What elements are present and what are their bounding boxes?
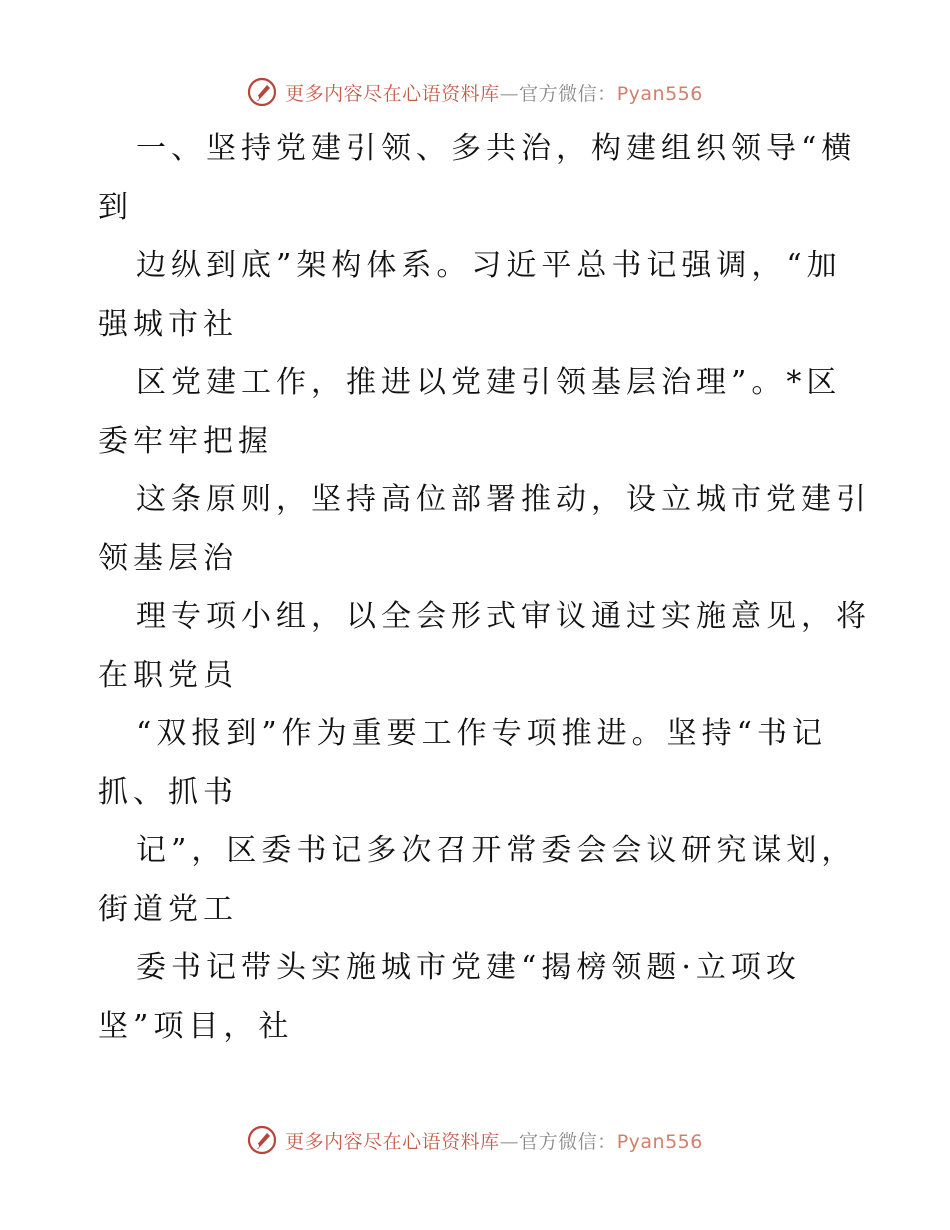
text-line: 边纵到底”架构体系。习近平总书记强调，“加: [136, 248, 842, 283]
text-line: “双报到”作为重要工作专项推进。坚持“书记: [136, 716, 828, 751]
quill-logo-icon: [247, 77, 277, 107]
document-body: [98, 120, 871, 1056]
text-line: 一、坚持党建引领、多共治，构建组织领导“横: [136, 131, 857, 166]
footer-wechat-label: 官方微信：: [519, 1130, 617, 1153]
footer-separator: —: [499, 1130, 520, 1153]
text-line: 抓、抓书: [98, 774, 238, 810]
text-line: 委牢牢把握: [98, 423, 273, 459]
text-line: 街道党工: [98, 891, 238, 927]
header-separator: —: [499, 82, 520, 105]
header-wechat-account: Pyan556: [616, 82, 703, 105]
header-site-name: 更多内容尽在心语资料库: [285, 82, 500, 105]
text-line: 委书记带头实施城市党建“揭榜领题·立项攻: [136, 950, 801, 985]
header-wechat-label: 官方微信：: [519, 82, 617, 105]
footer-wechat-account: Pyan556: [616, 1130, 703, 1153]
header-banner: [0, 70, 950, 114]
quill-logo-icon: [247, 1125, 277, 1155]
text-line: 坚”项目，社: [98, 1008, 294, 1044]
text-line: 在职党员: [98, 657, 238, 693]
text-line: 到: [98, 189, 133, 225]
text-line: 这条原则，坚持高位部署推动，设立城市党建引: [136, 482, 871, 517]
text-line: 记”，区委书记多次召开常委会会议研究谋划，: [136, 833, 857, 868]
footer-banner: [0, 1118, 950, 1162]
text-line: 区党建工作，推进以党建引领基层治理”。*区: [136, 365, 842, 400]
footer-site-name: 更多内容尽在心语资料库: [285, 1130, 500, 1153]
text-line: 领基层治: [98, 540, 238, 576]
text-line: 理专项小组，以全会形式审议通过实施意见，将: [136, 599, 871, 634]
text-line: 强城市社: [98, 306, 238, 342]
